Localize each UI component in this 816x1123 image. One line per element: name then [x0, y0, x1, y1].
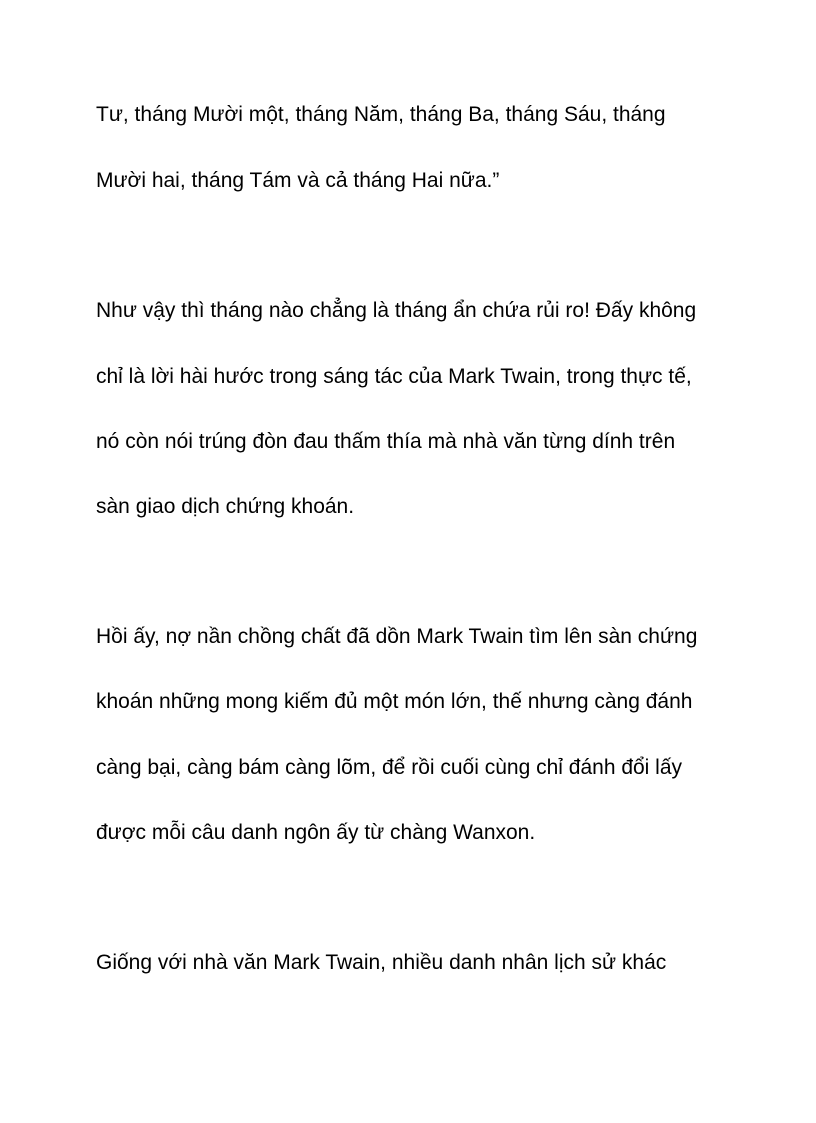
- text-line: sàn giao dịch chứng khoán.: [96, 495, 355, 518]
- text-line: càng bại, càng bám càng lõm, để rồi cuối cùng chỉ đánh đổi lấy: [96, 756, 683, 779]
- text-line: khoán những mong kiếm đủ một món lớn, thế nhưng càng đánh: [96, 690, 693, 713]
- text-line: Giống với nhà văn Mark Twain, nhiều danh nhân lịch sử khác: [96, 951, 667, 974]
- text-line: Như vậy thì tháng nào chẳng là tháng ẩn chứa rủi ro! Đấy không: [96, 299, 697, 322]
- text-line: nó còn nói trúng đòn đau thấm thía mà nhà văn từng dính trên: [96, 430, 676, 453]
- text-line: Mười hai, tháng Tám và cả tháng Hai nữa.”: [96, 169, 500, 192]
- text-line: Tư, tháng Mười một, tháng Năm, tháng Ba, tháng Sáu, tháng: [96, 103, 666, 126]
- text-line: được mỗi câu danh ngôn ấy từ chàng Wanxon.: [96, 821, 536, 844]
- text-line: Hồi ấy, nợ nần chồng chất đã dồn Mark Twain tìm lên sàn chứng: [96, 625, 698, 648]
- text-line: chỉ là lời hài hước trong sáng tác của Mark Twain, trong thực tế,: [96, 365, 692, 388]
